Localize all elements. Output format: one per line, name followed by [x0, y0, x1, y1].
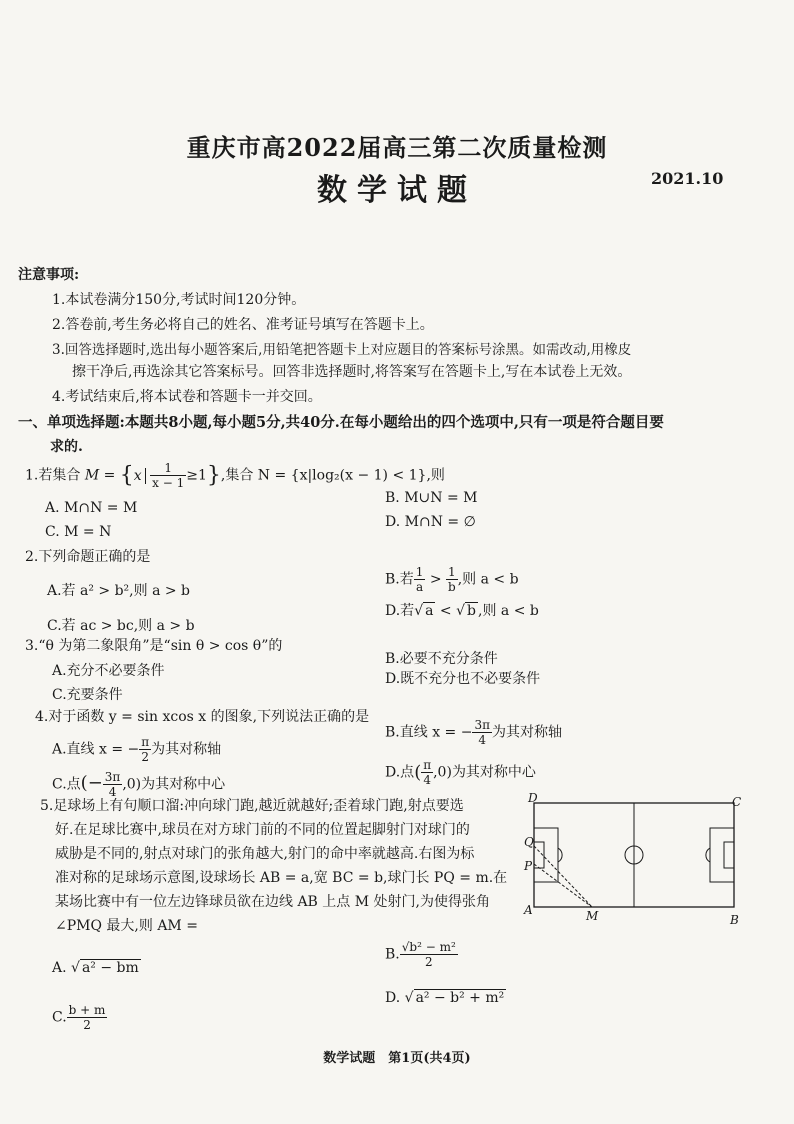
page-footer: 数学试题 第1页(共4页)	[323, 1051, 471, 1066]
q4d-close: ,0)	[433, 764, 452, 781]
q5-stem-line: 5.足球场上有句顺口溜:冲向球门跑,越近就越好;歪着球门跑,射点要选	[40, 798, 464, 814]
line-QM	[534, 846, 592, 907]
q5-option-b	[385, 940, 458, 969]
q5a-pre: A.	[52, 960, 67, 976]
q5c-pre: C.	[52, 1009, 67, 1026]
q5-stem-line: 威胁是不同的,射点对球门的张角越大,射门的命中率就越高.右图为标	[55, 846, 475, 862]
q5d-radicand: a² − b² + m²	[415, 990, 505, 1006]
q5-stem-line: 某场比赛中有一位左边锋球员欲在边线 AB 上点 M 处射门,为使得张角	[55, 894, 490, 910]
q2b-pre: B.若	[385, 571, 414, 588]
q4a-pre: A.直线 x = −	[52, 741, 140, 758]
q4b-den: 4	[478, 733, 487, 747]
q4b-post: 为其对称轴	[491, 724, 562, 741]
q4c-den: 4	[108, 785, 117, 799]
q5-stem-line: 准对称的足球场示意图,设球场长 AB = a,宽 BC = b,球门长 PQ = m.在	[55, 870, 508, 886]
q2b-f1-num: 1	[415, 565, 424, 579]
q5a-radicand: a² − bm	[81, 960, 139, 976]
q5d-pre: D.	[385, 990, 401, 1006]
question-3-stem: 3.“θ 为第二象限角”是“sin θ > cos θ”的	[25, 638, 283, 654]
q4a-frac	[139, 735, 151, 764]
q2b-f2-den: b	[448, 580, 456, 594]
q2-option-a: A.若 a² > b²,则 a > b	[47, 583, 191, 599]
q1-frac-den: x − 1	[152, 476, 185, 490]
q4c-num: 3π	[104, 770, 121, 784]
section-heading-cont: 求的.	[50, 439, 83, 455]
q2b-f2-num: 1	[446, 565, 458, 580]
q2b-frac1	[414, 565, 426, 594]
q5-option-c	[52, 1003, 107, 1032]
section-heading: 一、单项选择题:本题共8小题,每小题5分,共40分.在每小题给出的四个选项中,只有一项是符合题目要	[18, 414, 664, 431]
q5c-den: 2	[83, 1018, 91, 1032]
subject-title: 数学试题	[317, 173, 477, 208]
q3-option-a: A.充分不必要条件	[52, 663, 165, 679]
q2b-gt: >	[429, 571, 442, 588]
q2-option-d: D.若√ a < √ b ,则 a < b	[385, 603, 539, 619]
label-C: C	[732, 795, 742, 809]
left-penalty-box	[534, 828, 558, 882]
q1-rest: ,集合 N = {x|log₂(x − 1) < 1},则	[220, 467, 445, 484]
left-arc	[558, 848, 562, 862]
q2-option-b	[385, 565, 519, 594]
notice-heading: 注意事项:	[18, 267, 80, 283]
q4c-post: 为其对称中心	[141, 776, 226, 793]
q5b-pre: B.	[385, 946, 400, 963]
q2d-post: ,则 a < b	[478, 603, 539, 619]
q2-option-c: C.若 ac > bc,则 a > b	[47, 618, 195, 634]
q4d-post: 为其对称中心	[451, 764, 536, 781]
right-arc	[706, 848, 710, 862]
q4a-post: 为其对称轴	[151, 741, 222, 758]
notice-item: 2.答卷前,考生务必将自己的姓名、准考证号填写在答题卡上。	[52, 317, 434, 333]
q2b-post: ,则 a < b	[457, 571, 519, 588]
q5-stem-line: ∠PMQ 最大,则 AM =	[55, 918, 198, 934]
q3-option-c: C.充要条件	[52, 687, 123, 703]
line-PM	[534, 864, 592, 907]
q5b-den: 2	[424, 955, 433, 969]
q2d-lt: <	[439, 603, 452, 619]
q4-option-d	[385, 758, 536, 787]
q4d-open: (	[414, 762, 422, 783]
q1-brace-close: }	[206, 463, 221, 488]
exam-date: 2021.10	[651, 169, 724, 188]
q1-frac-num: 1	[150, 461, 186, 476]
q1-m: M =	[84, 467, 116, 484]
q5c-num: b + m	[68, 1003, 106, 1017]
q4b-pre: B.直线 x = −	[385, 724, 473, 741]
q1-ge: ≥1	[186, 467, 207, 484]
label-A: A	[524, 903, 533, 917]
exam-title: 重庆市高2022届高三第二次质量检测	[186, 133, 608, 162]
q5b-num: √b² − m²	[401, 940, 456, 954]
q4-option-a	[52, 735, 221, 764]
q5-option-a: A. √ a² − bm	[52, 960, 139, 976]
notice-item: 擦干净后,再选涂其它答案标号。回答非选择题时,将答案写在答题卡上,写在本试卷上无效。	[72, 364, 632, 380]
notice-item: 3.回答选择题时,选出每小题答案后,用铅笔把答题卡上对应题目的答案标号涂黑。如需改动,用橡皮	[52, 342, 632, 358]
q4a-num: π	[141, 735, 150, 749]
q1-option-c: C. M = N	[45, 524, 112, 540]
q5-stem-line: 好.在足球比赛中,球员在对方球门前的不同的位置起脚射门对球门的	[55, 822, 470, 838]
q1-prefix: 1.若集合	[25, 467, 81, 484]
q3-option-b: B.必要不充分条件	[385, 651, 498, 667]
q4a-den: 2	[141, 750, 150, 764]
label-P: P	[524, 859, 533, 873]
q4b-num: 3π	[474, 718, 490, 732]
question-1-stem	[25, 461, 445, 490]
label-Q: Q	[524, 835, 534, 849]
notice-item: 4.考试结束后,将本试卷和答题卡一并交回。	[52, 389, 322, 405]
q2b-f1-den: a	[415, 580, 424, 594]
right-penalty-box	[710, 828, 734, 882]
q1-x: x	[134, 468, 146, 484]
question-2-stem: 2.下列命题正确的是	[25, 549, 151, 565]
right-goal-area	[724, 842, 734, 868]
q4c-close: ,0)	[122, 776, 142, 793]
q1-fraction	[150, 461, 186, 490]
q4d-num: π	[423, 758, 432, 772]
q4c-pre: C.点	[52, 776, 81, 793]
q4c-open: (−	[80, 772, 103, 794]
q4d-frac	[421, 758, 433, 787]
q1-brace: {	[119, 463, 134, 488]
label-D: D	[528, 791, 538, 805]
q4-option-b	[385, 718, 562, 747]
soccer-field-figure	[520, 790, 750, 930]
q2d-pre: D.若	[385, 603, 415, 619]
q1-option-d: D. M∩N = ∅	[385, 514, 476, 530]
q5-option-d: D. √ a² − b² + m²	[385, 990, 505, 1006]
q1-option-b: B. M∪N = M	[385, 490, 478, 506]
q2b-frac2	[446, 565, 458, 594]
q3-option-d: D.既不充分也不必要条件	[385, 671, 541, 687]
q1-option-a: A. M∩N = M	[45, 500, 138, 516]
q4d-pre: D.点	[385, 764, 415, 781]
q4b-frac	[472, 718, 492, 747]
q5c-frac	[67, 1003, 108, 1032]
question-4-stem: 4.对于函数 y = sin xcos x 的图象,下列说法正确的是	[35, 709, 370, 725]
q2d-sqrt-a: a	[425, 603, 434, 619]
q4d-den: 4	[423, 773, 431, 787]
q2d-sqrt-b: b	[467, 603, 476, 619]
notice-item: 1.本试卷满分150分,考试时间120分钟。	[52, 292, 306, 308]
label-M: M	[586, 909, 599, 923]
label-B: B	[730, 913, 739, 927]
q5b-frac	[400, 940, 458, 969]
